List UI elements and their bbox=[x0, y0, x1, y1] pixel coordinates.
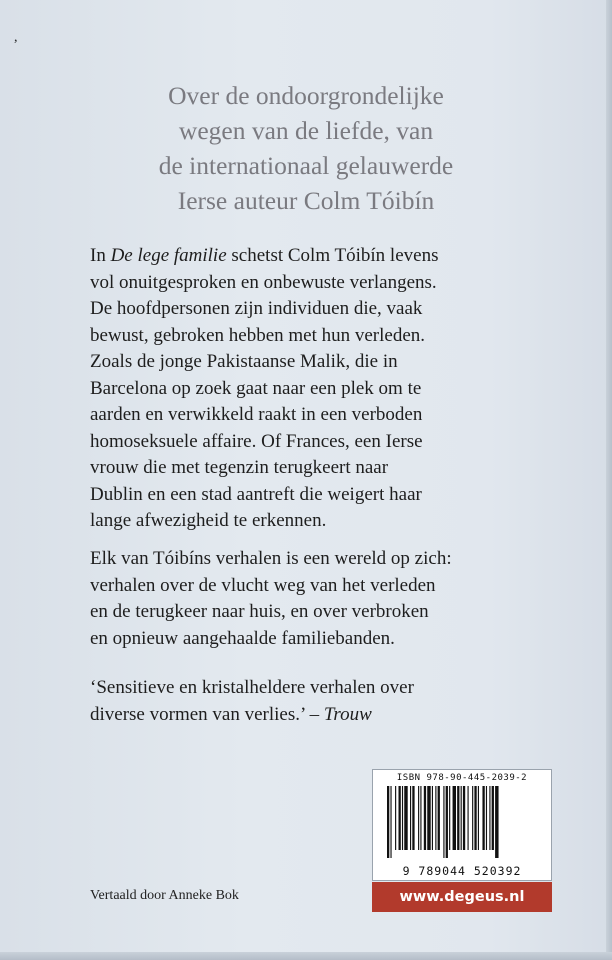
paragraph-line: en de terugkeer naar huis, en over verbroken bbox=[90, 601, 429, 622]
paragraph-line: Barcelona op zoek gaat naar een plek om te bbox=[90, 377, 422, 399]
barcode-bar bbox=[424, 786, 426, 850]
barcode bbox=[372, 769, 552, 881]
lead-in-text: In bbox=[90, 245, 111, 266]
barcode-bar bbox=[457, 786, 459, 850]
paragraph-line: vol onuitgesproken en onbewuste verlangens. bbox=[90, 271, 437, 293]
paragraph-line: en opnieuw aangehaalde familiebanden. bbox=[90, 627, 395, 649]
line-rest-text: schetst Colm Tóibín levens bbox=[226, 245, 439, 266]
paragraph-line: bewust, gebroken hebben met hun verleden. bbox=[90, 324, 426, 346]
barcode-bar bbox=[482, 786, 484, 850]
barcode-bar bbox=[402, 786, 403, 850]
barcode-bar bbox=[489, 786, 490, 850]
barcode-bars bbox=[385, 786, 539, 858]
barcode-bar bbox=[463, 786, 465, 850]
barcode-bar bbox=[395, 786, 396, 850]
paragraph-line: Elk van Tóibíns verhalen is een wereld op zich: bbox=[90, 548, 452, 569]
paragraph-line: lange afwezigheid te erkennen. bbox=[90, 510, 327, 531]
quote-text: diverse vormen van verlies.’ – bbox=[90, 703, 324, 725]
barcode-bar bbox=[420, 786, 421, 850]
paragraph-line: De hoofdpersonen zijn individuen die, vaak bbox=[90, 298, 423, 319]
barcode-bar bbox=[390, 786, 391, 858]
description-paragraph bbox=[90, 243, 550, 535]
headline bbox=[80, 78, 532, 218]
barcode-digits: 9 789044 520392 bbox=[402, 864, 522, 878]
paragraph-line: Dublin en een stad aantreft die weigert haar bbox=[90, 483, 422, 505]
publisher-url[interactable]: www.degeus.nl bbox=[372, 882, 552, 912]
book-edge bbox=[606, 0, 612, 960]
paragraph-line bbox=[90, 243, 550, 270]
barcode-bar bbox=[438, 786, 440, 850]
barcode-bar bbox=[435, 786, 436, 850]
headline-line: wegen van de liefde, van bbox=[178, 116, 434, 145]
book-title: De lege familie bbox=[110, 245, 227, 266]
paragraph-line: homoseksuele affaire. Of Frances, een Ierse bbox=[90, 430, 423, 452]
headline-line: Over de ondoorgrondelijke bbox=[168, 81, 444, 110]
headline-line: de internationaal gelauwerde bbox=[158, 151, 454, 180]
barcode-bar bbox=[492, 786, 494, 850]
barcode-bar bbox=[443, 786, 444, 858]
barcode-bar bbox=[410, 786, 411, 850]
barcode-bar bbox=[432, 786, 433, 850]
barcode-bar bbox=[412, 786, 414, 850]
paragraph-line: aarden en verwikkeld raakt in een verboden bbox=[90, 404, 423, 425]
barcode-bar bbox=[387, 786, 389, 858]
barcode-bar bbox=[404, 786, 407, 850]
quote-line bbox=[90, 702, 550, 729]
paragraph-line: vrouw die met tegenzin terugkeert naar bbox=[90, 457, 389, 478]
barcode-bar bbox=[472, 786, 473, 850]
barcode-bar bbox=[478, 786, 479, 850]
paragraph-line: verhalen over de vlucht weg van het verleden bbox=[90, 574, 436, 596]
barcode-bar bbox=[461, 786, 462, 850]
barcode-bar bbox=[495, 786, 498, 858]
barcode-bar bbox=[449, 786, 450, 850]
quote-line: ‘Sensitieve en kristalheldere verhalen over bbox=[90, 677, 414, 698]
paragraph-line: Zoals de jonge Pakistaanse Malik, die in bbox=[90, 351, 398, 372]
book-edge-bottom bbox=[0, 952, 612, 960]
barcode-bar bbox=[453, 786, 456, 850]
isbn-label: ISBN 978-90-445-2039-2 bbox=[396, 773, 528, 783]
barcode-bar bbox=[486, 786, 487, 850]
barcode-bar bbox=[427, 786, 430, 850]
review-quote bbox=[90, 675, 550, 728]
barcode-bar bbox=[418, 786, 419, 850]
barcode-bar bbox=[474, 786, 476, 850]
quote-source: Trouw bbox=[323, 703, 372, 725]
barcode-bar bbox=[399, 786, 401, 850]
translator-credit: Vertaald door Anneke Bok bbox=[90, 888, 239, 903]
summary-paragraph bbox=[90, 546, 550, 652]
barcode-bar bbox=[468, 786, 469, 850]
scuff-mark: , bbox=[14, 30, 18, 45]
headline-line: Ierse auteur Colm Tóibín bbox=[177, 186, 435, 215]
barcode-bar bbox=[446, 786, 448, 858]
